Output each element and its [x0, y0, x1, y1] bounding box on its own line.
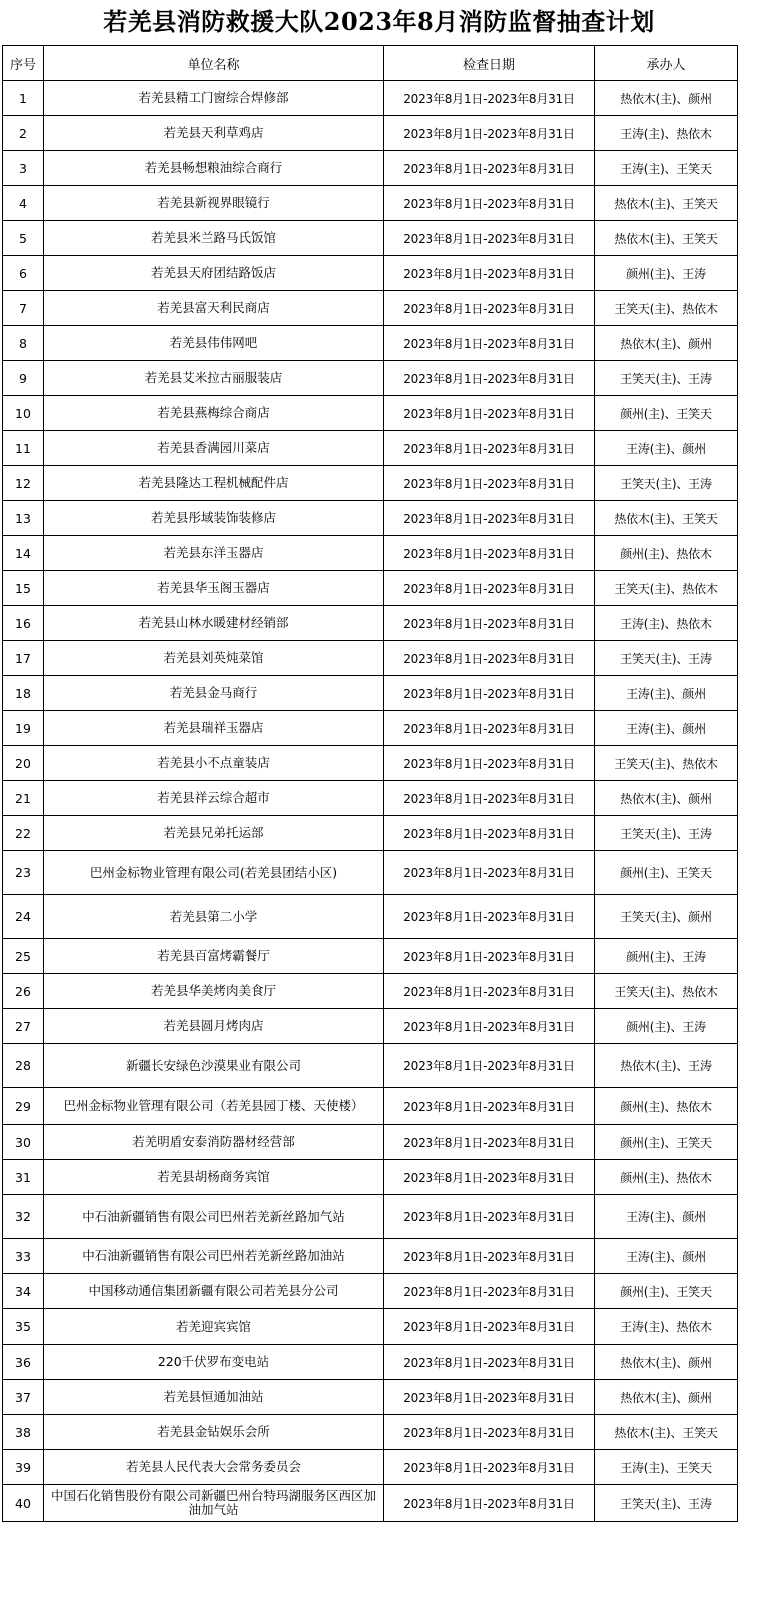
cell-number: 1	[3, 81, 44, 116]
cell-unit-name: 若羌县畅想粮油综合商行	[44, 151, 384, 186]
cell-unit-name: 若羌县刘英炖菜馆	[44, 641, 384, 676]
cell-unit-name: 若羌县恒通加油站	[44, 1380, 384, 1415]
cell-unit-name: 若羌县精工门窗综合焊修部	[44, 81, 384, 116]
table-row	[3, 1309, 738, 1345]
cell-handler: 王涛(主)、热依木	[595, 1309, 738, 1345]
table-row	[3, 256, 738, 291]
table-row	[3, 676, 738, 711]
header-cell-unit-name: 单位名称	[44, 46, 384, 81]
cell-unit-name: 若羌县富天利民商店	[44, 291, 384, 326]
cell-unit-name: 中国移动通信集团新疆有限公司若羌县分公司	[44, 1274, 384, 1309]
table-row	[3, 221, 738, 256]
table-row	[3, 466, 738, 501]
cell-number: 5	[3, 221, 44, 256]
cell-date: 2023年8月1日-2023年8月31日	[384, 746, 595, 781]
cell-handler: 颜州(主)、王笑天	[595, 396, 738, 431]
cell-unit-name: 若羌县山林水暖建材经销部	[44, 606, 384, 641]
cell-date: 2023年8月1日-2023年8月31日	[384, 186, 595, 221]
page-title: 若羌县消防救援大队2023年8月消防监督抽查计划	[103, 7, 655, 36]
cell-number: 21	[3, 781, 44, 816]
cell-handler: 王笑天(主)、热依木	[595, 571, 738, 606]
cell-date: 2023年8月1日-2023年8月31日	[384, 291, 595, 326]
cell-date: 2023年8月1日-2023年8月31日	[384, 781, 595, 816]
table-row	[3, 81, 738, 116]
cell-number: 13	[3, 501, 44, 536]
cell-unit-name: 若羌县祥云综合超市	[44, 781, 384, 816]
table-row	[3, 606, 738, 641]
cell-unit-name: 若羌县天府团结路饭店	[44, 256, 384, 291]
cell-date: 2023年8月1日-2023年8月31日	[384, 466, 595, 501]
table-row	[3, 746, 738, 781]
table-row	[3, 571, 738, 606]
table-row	[3, 1380, 738, 1415]
cell-number: 23	[3, 851, 44, 895]
cell-handler: 热依木(主)、颜州	[595, 781, 738, 816]
table-row	[3, 1485, 738, 1522]
table-row	[3, 501, 738, 536]
cell-number: 29	[3, 1088, 44, 1125]
cell-number: 15	[3, 571, 44, 606]
cell-date: 2023年8月1日-2023年8月31日	[384, 221, 595, 256]
header-cell-date: 检查日期	[384, 46, 595, 81]
cell-date: 2023年8月1日-2023年8月31日	[384, 1195, 595, 1239]
cell-unit-name: 若羌县瑞祥玉器店	[44, 711, 384, 746]
cell-number: 28	[3, 1044, 44, 1088]
cell-handler: 热依木(主)、颜州	[595, 326, 738, 361]
table-row	[3, 431, 738, 466]
cell-date: 2023年8月1日-2023年8月31日	[384, 256, 595, 291]
cell-handler: 王笑天(主)、王涛	[595, 361, 738, 396]
cell-number: 31	[3, 1160, 44, 1195]
cell-number: 32	[3, 1195, 44, 1239]
cell-unit-name: 若羌县燕梅综合商店	[44, 396, 384, 431]
table-row	[3, 851, 738, 895]
cell-date: 2023年8月1日-2023年8月31日	[384, 1380, 595, 1415]
cell-date: 2023年8月1日-2023年8月31日	[384, 326, 595, 361]
cell-unit-name: 若羌县艾米拉古丽服装店	[44, 361, 384, 396]
cell-unit-name: 新疆长安绿色沙漠果业有限公司	[44, 1044, 384, 1088]
cell-date: 2023年8月1日-2023年8月31日	[384, 431, 595, 466]
cell-handler: 热依木(主)、王笑天	[595, 1415, 738, 1450]
cell-number: 16	[3, 606, 44, 641]
cell-date: 2023年8月1日-2023年8月31日	[384, 1415, 595, 1450]
cell-date: 2023年8月1日-2023年8月31日	[384, 361, 595, 396]
cell-date: 2023年8月1日-2023年8月31日	[384, 1160, 595, 1195]
cell-handler: 王笑天(主)、热依木	[595, 746, 738, 781]
table-row	[3, 326, 738, 361]
cell-handler: 王笑天(主)、王涛	[595, 466, 738, 501]
cell-date: 2023年8月1日-2023年8月31日	[384, 1009, 595, 1044]
cell-handler: 王涛(主)、颜州	[595, 1195, 738, 1239]
cell-unit-name: 若羌县新视界眼镜行	[44, 186, 384, 221]
table-row	[3, 536, 738, 571]
cell-handler: 颜州(主)、王笑天	[595, 1125, 738, 1160]
cell-unit-name: 若羌县隆达工程机械配件店	[44, 466, 384, 501]
cell-unit-name: 中石油新疆销售有限公司巴州若羌新丝路加油站	[44, 1239, 384, 1274]
table-row	[3, 939, 738, 974]
cell-number: 38	[3, 1415, 44, 1450]
cell-number: 4	[3, 186, 44, 221]
cell-number: 8	[3, 326, 44, 361]
table-row	[3, 116, 738, 151]
cell-number: 26	[3, 974, 44, 1009]
cell-unit-name: 若羌县小不点童装店	[44, 746, 384, 781]
cell-number: 18	[3, 676, 44, 711]
cell-date: 2023年8月1日-2023年8月31日	[384, 974, 595, 1009]
cell-number: 35	[3, 1309, 44, 1345]
cell-number: 34	[3, 1274, 44, 1309]
cell-date: 2023年8月1日-2023年8月31日	[384, 536, 595, 571]
cell-number: 3	[3, 151, 44, 186]
cell-handler: 热依木(主)、王笑天	[595, 186, 738, 221]
table-row	[3, 1160, 738, 1195]
cell-number: 22	[3, 816, 44, 851]
cell-number: 39	[3, 1450, 44, 1485]
cell-handler: 颜州(主)、王涛	[595, 256, 738, 291]
cell-date: 2023年8月1日-2023年8月31日	[384, 1274, 595, 1309]
cell-handler: 热依木(主)、颜州	[595, 81, 738, 116]
cell-unit-name: 若羌县百富烤霸餐厅	[44, 939, 384, 974]
cell-handler: 热依木(主)、王笑天	[595, 221, 738, 256]
cell-number: 20	[3, 746, 44, 781]
cell-handler: 王涛(主)、颜州	[595, 676, 738, 711]
cell-handler: 热依木(主)、王涛	[595, 1044, 738, 1088]
cell-number: 36	[3, 1345, 44, 1380]
cell-date: 2023年8月1日-2023年8月31日	[384, 1088, 595, 1125]
cell-date: 2023年8月1日-2023年8月31日	[384, 116, 595, 151]
table-row	[3, 1415, 738, 1450]
cell-unit-name: 220千伏罗布变电站	[44, 1345, 384, 1380]
cell-handler: 王笑天(主)、颜州	[595, 895, 738, 939]
cell-number: 24	[3, 895, 44, 939]
header-cell-handler: 承办人	[595, 46, 738, 81]
cell-date: 2023年8月1日-2023年8月31日	[384, 851, 595, 895]
inspection-table	[2, 45, 738, 1522]
cell-handler: 王笑天(主)、王涛	[595, 816, 738, 851]
header-cell-number: 序号	[3, 46, 44, 81]
cell-handler: 颜州(主)、热依木	[595, 1160, 738, 1195]
cell-unit-name: 若羌县天利草鸡店	[44, 116, 384, 151]
cell-date: 2023年8月1日-2023年8月31日	[384, 1485, 595, 1522]
cell-date: 2023年8月1日-2023年8月31日	[384, 396, 595, 431]
table-row	[3, 895, 738, 939]
cell-handler: 颜州(主)、王笑天	[595, 851, 738, 895]
table-row	[3, 186, 738, 221]
cell-unit-name: 若羌县彤域装饰装修店	[44, 501, 384, 536]
table-row	[3, 1195, 738, 1239]
cell-date: 2023年8月1日-2023年8月31日	[384, 1450, 595, 1485]
cell-date: 2023年8月1日-2023年8月31日	[384, 151, 595, 186]
cell-handler: 王涛(主)、王笑天	[595, 1450, 738, 1485]
cell-handler: 颜州(主)、王涛	[595, 939, 738, 974]
cell-handler: 颜州(主)、王笑天	[595, 1274, 738, 1309]
table-row	[3, 396, 738, 431]
cell-unit-name: 若羌县金马商行	[44, 676, 384, 711]
cell-date: 2023年8月1日-2023年8月31日	[384, 1345, 595, 1380]
cell-unit-name: 若羌县米兰路马氏饭馆	[44, 221, 384, 256]
table-row	[3, 1125, 738, 1160]
cell-handler: 王笑天(主)、王涛	[595, 641, 738, 676]
cell-number: 17	[3, 641, 44, 676]
cell-unit-name: 若羌县华美烤肉美食厅	[44, 974, 384, 1009]
cell-number: 37	[3, 1380, 44, 1415]
cell-number: 2	[3, 116, 44, 151]
cell-unit-name: 若羌县胡杨商务宾馆	[44, 1160, 384, 1195]
cell-handler: 热依木(主)、颜州	[595, 1380, 738, 1415]
cell-number: 9	[3, 361, 44, 396]
cell-date: 2023年8月1日-2023年8月31日	[384, 81, 595, 116]
table-header-row	[3, 46, 738, 81]
table-row	[3, 816, 738, 851]
cell-date: 2023年8月1日-2023年8月31日	[384, 1239, 595, 1274]
cell-handler: 王涛(主)、热依木	[595, 606, 738, 641]
cell-date: 2023年8月1日-2023年8月31日	[384, 571, 595, 606]
cell-date: 2023年8月1日-2023年8月31日	[384, 711, 595, 746]
cell-unit-name: 巴州金标物业管理有限公司(若羌县团结小区)	[44, 851, 384, 895]
table-row	[3, 781, 738, 816]
table-row	[3, 291, 738, 326]
cell-handler: 王涛(主)、颜州	[595, 431, 738, 466]
table-row	[3, 151, 738, 186]
cell-number: 33	[3, 1239, 44, 1274]
table-row	[3, 1088, 738, 1125]
table-row	[3, 1274, 738, 1309]
cell-unit-name: 若羌县人民代表大会常务委员会	[44, 1450, 384, 1485]
cell-number: 7	[3, 291, 44, 326]
cell-unit-name: 中国石化销售股份有限公司新疆巴州台特玛湖服务区西区加油加气站	[44, 1485, 384, 1522]
cell-handler: 颜州(主)、热依木	[595, 1088, 738, 1125]
table-row	[3, 711, 738, 746]
cell-handler: 热依木(主)、颜州	[595, 1345, 738, 1380]
cell-number: 14	[3, 536, 44, 571]
cell-handler: 颜州(主)、王涛	[595, 1009, 738, 1044]
cell-handler: 王涛(主)、颜州	[595, 711, 738, 746]
table-row	[3, 974, 738, 1009]
table-row	[3, 1450, 738, 1485]
cell-date: 2023年8月1日-2023年8月31日	[384, 676, 595, 711]
cell-unit-name: 中石油新疆销售有限公司巴州若羌新丝路加气站	[44, 1195, 384, 1239]
cell-number: 27	[3, 1009, 44, 1044]
cell-unit-name: 若羌县圆月烤肉店	[44, 1009, 384, 1044]
cell-handler: 颜州(主)、热依木	[595, 536, 738, 571]
cell-unit-name: 若羌县兄弟托运部	[44, 816, 384, 851]
cell-date: 2023年8月1日-2023年8月31日	[384, 816, 595, 851]
cell-handler: 王涛(主)、颜州	[595, 1239, 738, 1274]
cell-number: 19	[3, 711, 44, 746]
cell-unit-name: 若羌县伟伟网吧	[44, 326, 384, 361]
cell-date: 2023年8月1日-2023年8月31日	[384, 1309, 595, 1345]
cell-handler: 王涛(主)、热依木	[595, 116, 738, 151]
cell-unit-name: 若羌明盾安泰消防器材经营部	[44, 1125, 384, 1160]
cell-number: 10	[3, 396, 44, 431]
table-row	[3, 1345, 738, 1380]
cell-date: 2023年8月1日-2023年8月31日	[384, 501, 595, 536]
cell-number: 12	[3, 466, 44, 501]
cell-unit-name: 若羌县第二小学	[44, 895, 384, 939]
cell-handler: 王笑天(主)、热依木	[595, 974, 738, 1009]
cell-unit-name: 若羌县东洋玉器店	[44, 536, 384, 571]
cell-handler: 王笑天(主)、热依木	[595, 291, 738, 326]
cell-number: 6	[3, 256, 44, 291]
cell-date: 2023年8月1日-2023年8月31日	[384, 641, 595, 676]
cell-unit-name: 巴州金标物业管理有限公司（若羌县园丁楼、天使楼）	[44, 1088, 384, 1125]
cell-number: 11	[3, 431, 44, 466]
table-row	[3, 1009, 738, 1044]
cell-number: 25	[3, 939, 44, 974]
cell-number: 30	[3, 1125, 44, 1160]
table-row	[3, 1239, 738, 1274]
cell-number: 40	[3, 1485, 44, 1522]
cell-date: 2023年8月1日-2023年8月31日	[384, 1044, 595, 1088]
table-row	[3, 641, 738, 676]
cell-unit-name: 若羌县金钻娱乐会所	[44, 1415, 384, 1450]
table-row	[3, 361, 738, 396]
cell-date: 2023年8月1日-2023年8月31日	[384, 895, 595, 939]
cell-date: 2023年8月1日-2023年8月31日	[384, 606, 595, 641]
cell-handler: 王涛(主)、王笑天	[595, 151, 738, 186]
cell-unit-name: 若羌县香满园川菜店	[44, 431, 384, 466]
cell-date: 2023年8月1日-2023年8月31日	[384, 1125, 595, 1160]
cell-handler: 王笑天(主)、王涛	[595, 1485, 738, 1522]
cell-handler: 热依木(主)、王笑天	[595, 501, 738, 536]
cell-date: 2023年8月1日-2023年8月31日	[384, 939, 595, 974]
cell-unit-name: 若羌迎宾宾馆	[44, 1309, 384, 1345]
table-row	[3, 1044, 738, 1088]
cell-unit-name: 若羌县华玉阁玉器店	[44, 571, 384, 606]
